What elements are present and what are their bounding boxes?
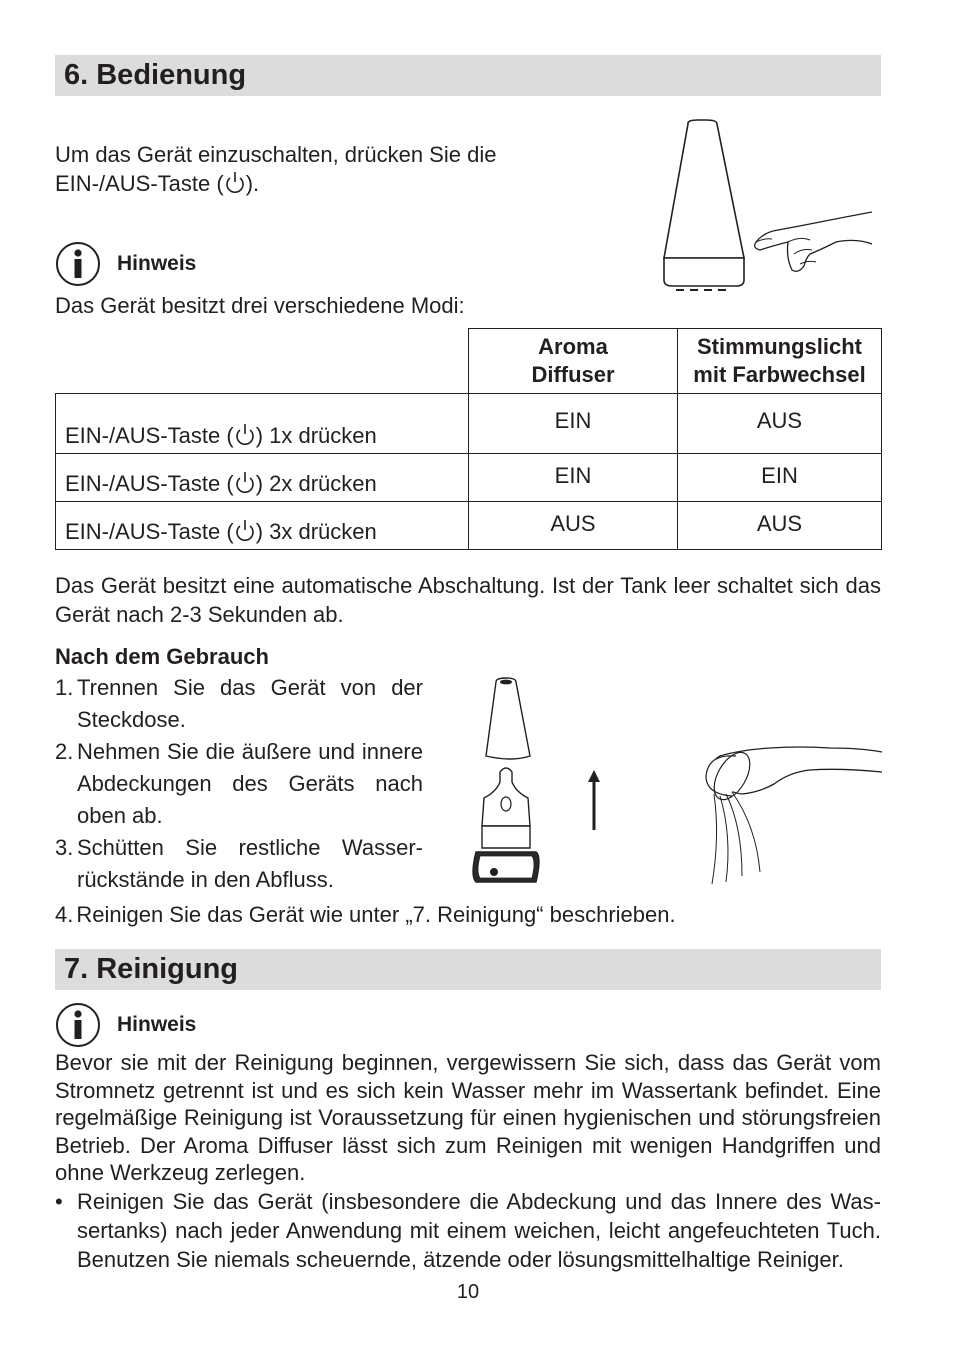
cleaning-note-paragraph: Bevor sie mit der Reinigung beginnen, vergewissern Sie sich, dass das Gerät vom Stromnetz getrennt ist und es sich kein Wasser mehr im Wassertank befindet. Eine regelmäßige Reinigung ist Voraussetzung für einen hygienischen und störungsfreien Betrieb. Der Aroma Diffuser lässt sich zum Reinigen mit wenigen Handgriffen und ohne Werkzeug zerlegen. [55, 1050, 881, 1185]
page-number: 10 [456, 1281, 480, 1303]
intro-text-post: ). [245, 171, 260, 196]
row-label: EIN-/AUS-Taste ( ) 1x drücken [56, 394, 469, 454]
list-item: 2. Nehmen Sie die äußere und innere Abdeckungen des Geräts nach oben ab. [55, 739, 423, 828]
table-header-aroma: Aroma Diffuser [469, 329, 678, 394]
diffuser-press-button-illustration [660, 118, 875, 296]
note-label: Hinweis [117, 1013, 197, 1036]
cleaning-bullets [55, 1187, 881, 1274]
table-row [56, 454, 882, 502]
section-heading-bedienung [55, 55, 881, 96]
list-item: 1. Trennen Sie das Gerät von der Steckdose. [55, 675, 423, 732]
intro-line-1: Um das Gerät einzuschalten, drücken Sie die [55, 142, 497, 167]
cell-light: EIN [678, 454, 882, 502]
list-item: 3. Schütten Sie restliche Wasserrückstände in den Abfluss. [55, 835, 423, 892]
after-use-heading: Nach dem Gebrauch [55, 644, 269, 669]
row-label: EIN-/AUS-Taste ( ) 3x drücken [56, 502, 469, 550]
auto-off-paragraph: Das Gerät besitzt eine automatische Abschaltung. Ist der Tank leer schaltet sich das Gerät nach 2-3 Sekunden ab. [55, 573, 881, 627]
table-header-mood-light: Stimmungslicht mit Farbwechsel [678, 329, 882, 394]
note-label: Hinweis [117, 252, 197, 275]
cell-aroma: EIN [469, 454, 678, 502]
modes-intro: Das Gerät besitzt drei verschiedene Modi: [55, 293, 465, 318]
section-heading-reinigung [55, 949, 881, 990]
power-icon [224, 171, 246, 195]
section-title: 6. Bedienung [64, 59, 247, 91]
modes-table [55, 328, 882, 550]
table-header-empty [56, 329, 469, 394]
cell-aroma: EIN [469, 394, 678, 454]
table-row [56, 502, 882, 550]
intro-line-2 [55, 169, 259, 198]
power-icon [234, 519, 256, 543]
disassembly-illustration [470, 676, 882, 888]
info-icon [55, 241, 101, 287]
after-use-steps [55, 672, 423, 896]
section-title: 7. Reinigung [64, 953, 238, 985]
cell-light: AUS [678, 394, 882, 454]
list-item: • Reinigen Sie das Gerät (insbesondere die Abdeckung und das Innere des Wassertanks) nach jeder Anwendung mit einem weichen, leicht angefeuchteten Tuch. Benutzen Sie niemals scheuernde, ätzende oder lösungsmittelhaltige Reiniger. [55, 1187, 881, 1274]
cell-aroma: AUS [469, 502, 678, 550]
power-icon [234, 423, 256, 447]
cell-light: AUS [678, 502, 882, 550]
row-label: EIN-/AUS-Taste ( ) 2x drücken [56, 454, 469, 502]
info-icon [55, 1002, 101, 1048]
table-row [56, 394, 882, 454]
table-header-row [56, 329, 882, 394]
step-4: 4. Reinigen Sie das Gerät wie unter „7. Reinigung“ beschrieben. [55, 902, 676, 927]
power-icon [234, 471, 256, 495]
intro-text-pre: EIN-/AUS-Taste ( [55, 171, 224, 196]
